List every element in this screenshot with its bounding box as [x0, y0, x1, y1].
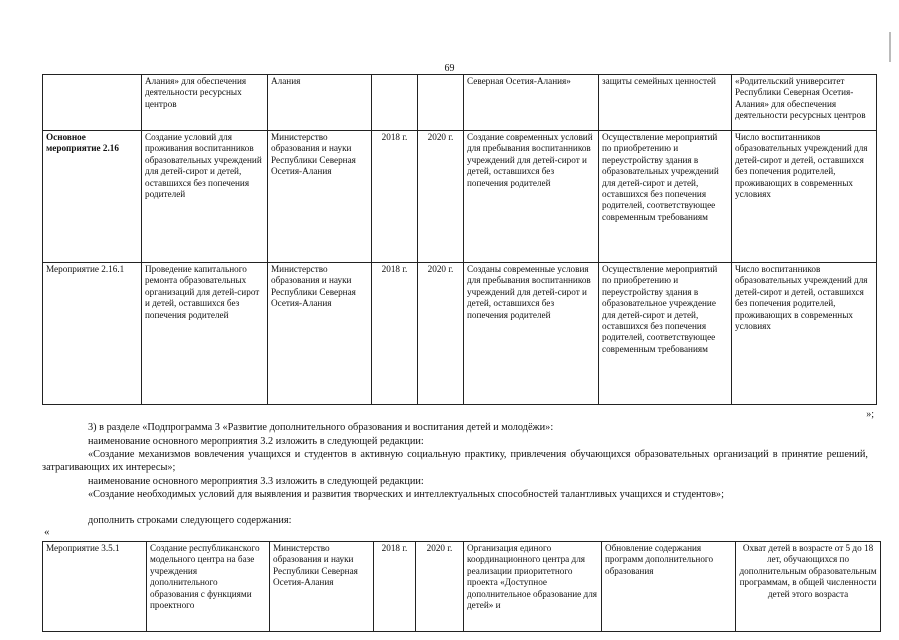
table-cell [418, 75, 464, 131]
table-cell: Создание республиканского модельного центра на базе учреждения дополнительного образования с функциями проектного [147, 542, 270, 632]
paragraph: 3) в разделе «Подпрограмма 3 «Развитие дополнительного образования и воспитания детей и молодёжи»: [88, 422, 554, 433]
table-cell: 2020 г. [418, 263, 464, 405]
table-cell: Число воспитанников образовательных учреждений для детей-сирот и детей, оставшихся без попечения родителей, проживающих в современных условиях [732, 263, 877, 405]
table-cell: Министерство образования и науки Республики Северная Осетия-Алания [270, 542, 374, 632]
table-row [43, 131, 877, 263]
table-cell: Осуществление мероприятий по приобретению и переустройству здания в образовательных учреждений для детей-сирот и детей, оставшихся без попечения родителей, соответствующее современным требованиям [599, 131, 732, 263]
table-cell: 2018 г. [372, 131, 418, 263]
table-cell: Создание современных условий для пребывания воспитанников учреждений для детей-сирот и детей, оставшихся без попечения родителей [464, 131, 599, 263]
table-cell: 2020 г. [416, 542, 464, 632]
table-cell: Министерство образования и науки Республики Северная Осетия-Алания [268, 263, 372, 405]
table-cell: Основное мероприятие 2.16 [43, 131, 142, 263]
opening-quote: « [44, 526, 50, 538]
table-cell [43, 75, 142, 131]
paragraph: «Создание механизмов вовлечения учащихся и студентов в активную социальную практику, привлечения обучающихся образовательных организаций в принятие решений, затрагивающих их интересы»; [42, 449, 868, 473]
table-cell: 2018 г. [374, 542, 416, 632]
table-cell: Организация единого координационного центра для реализации приоритетного проекта «Доступное дополнительное образование для детей» и [464, 542, 602, 632]
table-cell: Алания [268, 75, 372, 131]
table-cell: Охват детей в возрасте от 5 до 18 лет, обучающихся по дополнительным образовательным программам, в общей численности детей этого возраста [736, 542, 881, 632]
table-cell: Мероприятие 3.5.1 [43, 542, 147, 632]
paragraph: наименование основного мероприятия 3.2 изложить в следующей редакции: [88, 436, 424, 447]
program-table-addition [42, 541, 881, 632]
table-cell: 2020 г. [418, 131, 464, 263]
scan-mark [889, 32, 891, 62]
table-cell: Число воспитанников образовательных учреждений для детей-сирот и детей, оставшихся без попечения родителей, проживающих в современных условиях [732, 131, 877, 263]
table-cell: «Родительский университет Республики Северная Осетия-Алания» для обеспечения деятельности ресурсных центров [732, 75, 877, 131]
table-row [43, 263, 877, 405]
paragraph: дополнить строками следующего содержания: [88, 515, 292, 526]
table-row [43, 75, 877, 131]
program-table-continued [42, 74, 877, 405]
paragraph: наименование основного мероприятия 3.3 изложить в следующей редакции: [88, 476, 424, 487]
table-cell [372, 75, 418, 131]
table-cell: Министерство образования и науки Республики Северная Осетия-Алания [268, 131, 372, 263]
table-cell: Созданы современные условия для пребывания воспитанников учреждений для детей-сирот и детей, оставшихся без попечения родителей [464, 263, 599, 405]
table-cell: защиты семейных ценностей [599, 75, 732, 131]
table-cell: Осуществление мероприятий по приобретению и переустройству здания в образовательное учреждение для детей-сирот и детей, оставшихся без попечения родителей, соответствующее современным требованиям [599, 263, 732, 405]
table-cell: Алания» для обеспечения деятельности ресурсных центров [142, 75, 268, 131]
table-cell: 2018 г. [372, 263, 418, 405]
table-cell: Мероприятие 2.16.1 [43, 263, 142, 405]
page-number: 69 [444, 63, 455, 74]
paragraph: «Создание необходимых условий для выявления и развития творческих и интеллектуальных способностей талантливых учащихся и студентов»; [88, 489, 724, 500]
table-cell: Создание условий для проживания воспитанников образовательных учреждений для детей-сирот и детей, оставшихся без попечения родителей [142, 131, 268, 263]
table-cell: Обновление содержания программ дополнительного образования [602, 542, 736, 632]
closing-quote: »; [866, 409, 874, 420]
table-cell: Северная Осетия-Алания» [464, 75, 599, 131]
table-row [43, 542, 881, 632]
table-cell: Проведение капитального ремонта образовательных организаций для детей-сирот и детей, оставшихся без попечения родителей [142, 263, 268, 405]
